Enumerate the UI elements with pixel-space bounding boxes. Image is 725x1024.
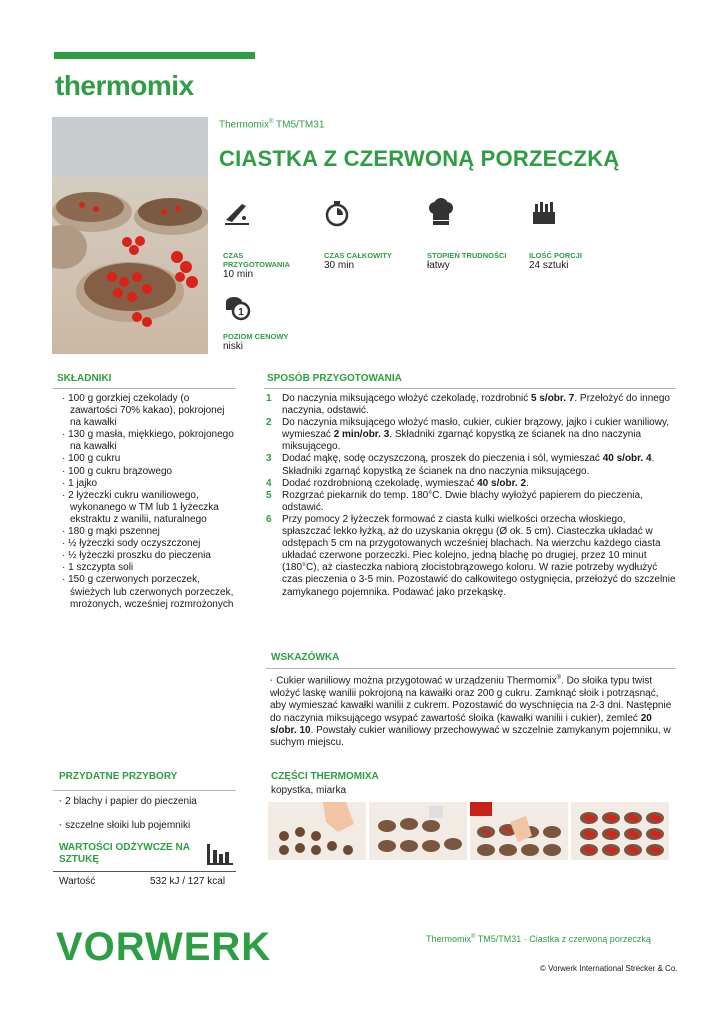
ingredient-item: · 2 łyżeczki cukru waniliowego, wykonanego w TM lub 1 łyżeczka ekstraktu z wanilii, naturalnego [56, 490, 236, 526]
method-step: 2 Do naczynia miksującego włożyć masło, cukier, cukier brązowy, jajko i cukier waniliowy, wymieszać 2 min/obr. 3. Składniki zgarnąć kopystką ze ścianek na dno naczynia miksującego. [266, 417, 669, 453]
method-step: 3 Dodać mąkę, sodę oczyszczoną, proszek do pieczenia i sól, wymieszać 40 s/obr. 4. Składniki zgarnąć kopystką ze ścianek na dno naczynia miksującego. [266, 453, 655, 477]
meta-label: CZAS PRZYGOTOWANIA [223, 251, 290, 269]
method-step: 1 Do naczynia miksującego włożyć czekoladę, rozdrobnić 5 s/obr. 7. Przełożyć do innego naczynia, odstawić. [266, 393, 670, 417]
ingredient-item: · ½ łyżeczki proszku do pieczenia [56, 550, 236, 562]
meta-value: 30 min [324, 260, 355, 271]
meta-total-time [324, 251, 424, 272]
meta-label: CZAS CAŁKOWITY [324, 251, 392, 260]
bullet: · [270, 675, 277, 687]
method-step: 6 Przy pomocy 2 łyżeczek formować z ciasta kulki wielkości orzecha włoskiego, spłaszczać lekko łyżką, aż do uzyskania okręgu (Ø ok. 5 cm). Ciasteczka układać w odstępach 5 cm na przygotowanych wcześniej blachach. Na wierzchu każdego ciasta układać czerwone porzeczki. Piec kolejno, jedną blachę po drugiej, przez 10 minut (180°C), aż ciasteczka nabiorą złocistobrązowego koloru. W razie potrzeby wydłużyć czas pieczenia o 3-5 min. Pozostawić do całkowitego ostygnięcia, przełożyć do szczelnie zamykanego pojemnika. Podawać jako przekąskę. [266, 513, 676, 598]
divider [264, 388, 676, 389]
tip-text: · Cukier waniliowy można przygotować w urządzeniu Thermomix®. Do słoika typu twist włożyć laskę wanilii pokrojoną na kawałki oraz 200 g cukru. Zamknąć słoik i potrząsnąć, aby wymieszać kawałki wanilii z cukrem. Pozostawić do wyschnięcia na 2-3 dni. Następnie do naczynia miksującego wsypać zawartość słoika (kawałki wanilii i cukier), zemleć 20 s/obr. 10. Powstały cukier waniliowy przechowywać w szczelnie zamykanym pojemniku, w suchym miejscu. [270, 675, 672, 749]
bullet: · [59, 820, 66, 831]
step-number: 6 [266, 513, 272, 525]
timer-icon [322, 198, 352, 228]
tool-item: · szczelne słoiki lub pojemniki [59, 820, 191, 831]
parts-title: CZĘŚCI THERMOMIXA [271, 771, 379, 782]
top-accent-bar [54, 52, 255, 59]
ingredient-item: · 100 g cukru [56, 453, 236, 465]
divider [53, 388, 236, 389]
step-photo [571, 802, 669, 860]
bullet: · [59, 796, 66, 807]
divider [266, 668, 676, 669]
portions-icon [529, 198, 559, 228]
meta-label: ILOŚĆ PORCJI [529, 251, 582, 260]
ingredient-item: · 180 g mąki pszennej [56, 526, 236, 538]
step-number: 2 [266, 417, 272, 429]
divider [53, 790, 236, 791]
svg-text:1: 1 [238, 307, 244, 318]
method-title: SPOSÓB PRZYGOTOWANIA [267, 373, 402, 384]
recipe-title: CIASTKA Z CZERWONĄ PORZECZKĄ [219, 146, 620, 171]
meta-price [223, 332, 323, 353]
step-photo [470, 802, 568, 860]
thermomix-logo: thermomix [55, 70, 194, 101]
model-label: Thermomix® TM5/TM31 [219, 119, 325, 131]
meta-portions [529, 251, 629, 272]
recipe-photo [52, 117, 208, 354]
ingredient-item: · 1 szczypta soli [56, 562, 236, 574]
footer-copyright: © Vorwerk International Strecker & Co. [540, 964, 678, 973]
ingredient-item: · 100 g gorzkiej czekolady (o zawartości 70% kakao), pokrojonej na kawałki [56, 393, 236, 429]
meta-label: POZIOM CENOWY [223, 332, 289, 341]
ingredients-list [56, 393, 236, 611]
nutrition-title: WARTOŚCI ODŻYWCZE NA SZTUKĘ [59, 842, 190, 865]
nutrition-label: Wartość [59, 876, 96, 887]
coins-icon [222, 292, 252, 322]
tool-item: · 2 blachy i papier do pieczenia [59, 796, 197, 807]
vorwerk-logo: VORWERK [56, 925, 272, 969]
tools-title: PRZYDATNE PRZYBORY [59, 771, 178, 782]
meta-prep-time [223, 251, 303, 281]
nutrition-value: 532 kJ / 127 kcal [150, 876, 226, 887]
method-step: 5 Rozgrzać piekarnik do temp. 180°C. Dwie blachy wyłożyć papierem do pieczenia, odstawić. [266, 489, 643, 513]
chef-hat-icon [426, 198, 456, 228]
ingredient-item: · 150 g czerwonych porzeczek, świeżych lub czerwonych porzeczek, mrożonych, wcześniej rozmrożonych [56, 574, 236, 610]
step-photo [369, 802, 467, 860]
step-number: 1 [266, 393, 272, 404]
knife-icon [222, 198, 252, 228]
cookies-illustration [52, 117, 208, 354]
method-step: 4 Dodać rozdrobnioną czekoladę, wymieszać 40 s/obr. 2. [266, 477, 529, 489]
meta-value: łatwy [427, 260, 450, 271]
bar-chart-icon [206, 842, 234, 866]
meta-label: STOPIEŃ TRUDNOŚCI [427, 251, 507, 260]
ingredient-item: · ½ łyżeczki sody oczyszczonej [56, 538, 236, 550]
method-steps [266, 393, 676, 599]
meta-value: 10 min [223, 269, 254, 280]
parts-value: kopystka, miarka [271, 785, 347, 796]
footer-recipe-label: Thermomix® TM5/TM31 · Ciastka z czerwoną porzeczką [426, 934, 651, 944]
tip-title: WSKAZÓWKA [271, 652, 340, 663]
ingredient-item: · 100 g cukru brązowego [56, 466, 236, 478]
step-number: 5 [266, 489, 272, 501]
ingredients-title: SKŁADNIKI [57, 373, 112, 384]
step-number: 3 [266, 453, 272, 465]
ingredient-item: · 130 g masła, miękkiego, pokrojonego na kawałki [56, 429, 236, 453]
step-number: 4 [266, 477, 272, 489]
ingredient-item: · 1 jajko [56, 478, 236, 490]
meta-difficulty [427, 251, 527, 272]
meta-value: 24 sztuki [529, 260, 569, 271]
divider [53, 871, 236, 872]
meta-value: niski [223, 341, 244, 352]
step-photo [268, 802, 366, 860]
